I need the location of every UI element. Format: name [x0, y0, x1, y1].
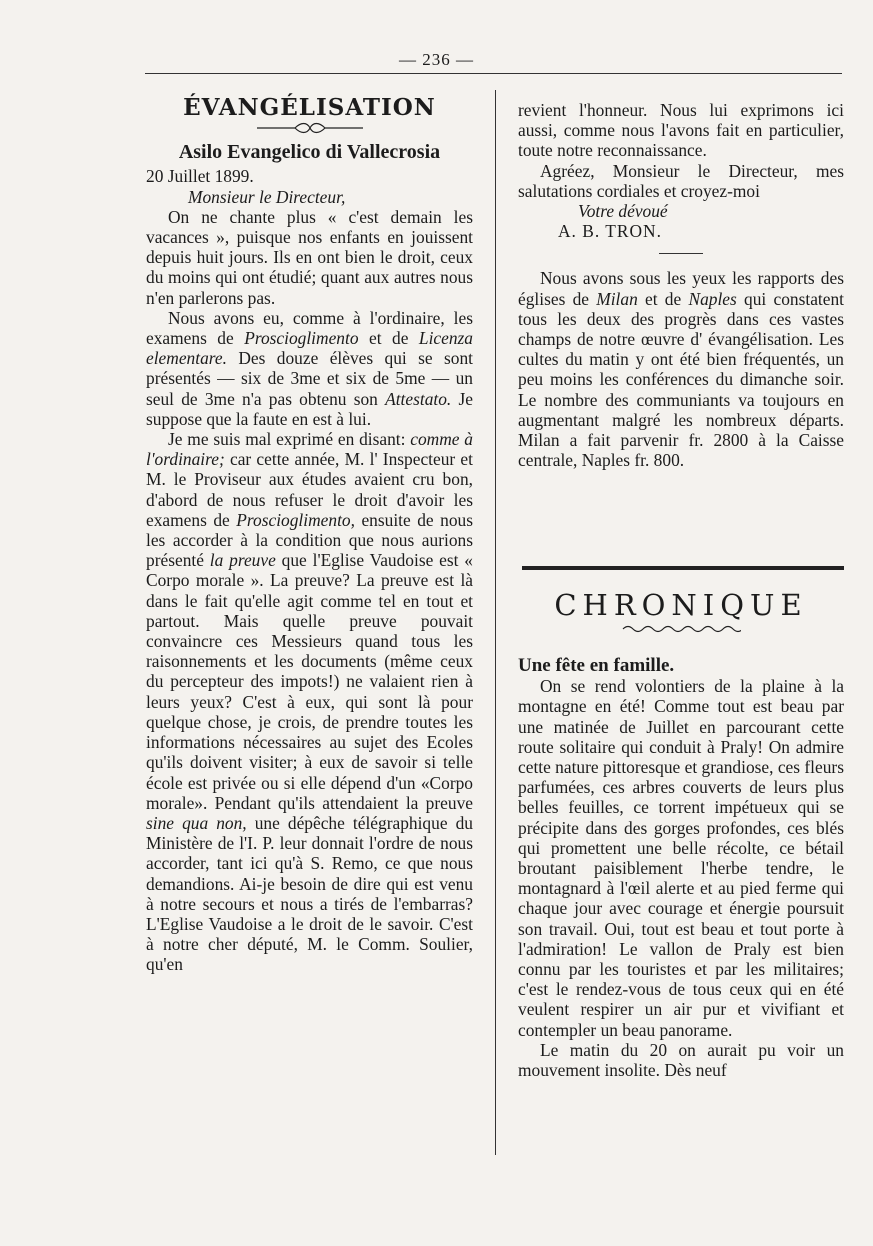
chronique-ornament	[621, 624, 741, 634]
chronique-subhead: Une fête en famille.	[518, 655, 675, 676]
article-subhead: Asilo Evangelico di Vallecrosia	[178, 141, 441, 164]
page-number: — 236 —	[399, 50, 474, 69]
header-rule	[145, 73, 842, 74]
signature-line-2: A. B. TRON.	[558, 221, 662, 242]
paragraph-1: On ne chante plus « c'est demain les vacances », puisque nos enfants en jouissent depuis huit jours. Ils en ont bien le droit, ceux du moins qui ont étudié; quant aux autres nous n'en parlerons pas.	[146, 206, 473, 308]
chronique-title: CHRONIQUE	[554, 588, 808, 622]
section-title: ÉVANGÉLISATION	[183, 94, 436, 121]
chronique-body	[518, 656, 844, 1080]
paragraph-2: Nous avons eu, comme à l'ordinaire, les examens de Proscioglimento et de Licenza elementare. Des douze élèves qui se sont présentés — six de 3me et six de 5me — un seul de 3me n'a pas obtenu son Attestato. Je suppose que la faute en est à lui.	[146, 307, 474, 429]
letter-date: 20 Juillet 1899.	[146, 166, 254, 187]
separator-rule	[659, 253, 703, 254]
paragraph-continued: revient l'honneur. Nous lui exprimons ici aussi, comme nous l'avons fait en particulier, toute notre reconnaissance.	[518, 100, 844, 161]
right-column	[518, 100, 844, 470]
title-ornament	[255, 122, 365, 134]
chronique-header	[518, 588, 844, 634]
left-column	[146, 94, 474, 975]
paragraph-matin: Le matin du 20 on aurait pu voir un mouvement insolite. Dès neuf	[518, 1039, 844, 1081]
paragraph-3: Je me suis mal exprimé en disant: comme à l'ordinaire; car cette année, M. l' Inspecteur et M. le Proviseur aux études avaient cru bon, d'abord de nous refuser le droit d'avoir les examens de Proscioglimento, ensuite de nous les accorder à la condition que nous aurions présenté la preuve que l'Eglise Vaudoise est « Corpo morale ». La preuve? La preuve est là dans le fait qu'elle agit comme tel en tout et partout. Mais quelle preuve pouvait convaincre ces Messieurs quand tous les raisonnements et les documents (même ceux du percepteur des impots!) ne valaient rien à leurs yeux? C'est à eux, qui sont là pour quelque chose, je crois, de prendre toutes les informations nécessaires au sujet des Ecoles qu'ils doivent visiter; à eux de savoir si telle école est privée ou si elle dépend d'un «Corpo morale». Pendant qu'ils attendaient la preuve sine qua non, une dépêche télégraphique du Ministère de l'I. P. leur donnait l'ordre de nous accorder, tant ici qu'à S. Remo, ce que nous demandions. Ai-je besoin de dire qui est venu à notre secours et nous a tirés de l'embarras? L'Eglise Vaudoise a le droit de le savoir. C'est à notre cher député, M. le Comm. Soulier, qu'en	[146, 429, 474, 975]
paragraph-fete: On se rend volontiers de la plaine à la montagne en été! Comme tout est beau par une matinée de Juillet en parcourant cette route solitaire qui conduit à Praly! On admire cette nature pittoresque et grandiose, ces fleurs parfumées, ces arbres couverts de leurs plus belles feuilles, ce torrent impétueux qui se précipite dans des gorges profondes, ces blés qui promettent une belle récolte, ce bétail broutant paisiblement l'herbe tendre, le montagnard à l'œil alerte et au pied ferme qui chaque jour avec courage et énergie poursuit son travail. Oui, tout est beau et tout porte à l'admiration! Le vallon de Praly est bien connu par les touristes et par les militaires; c'est le rendez-vous de tous ceux qui en été veulent respirer un air pur et vivifiant et contempler un beau panorame.	[518, 676, 844, 1040]
column-divider	[495, 90, 496, 1155]
section-divider	[522, 566, 844, 570]
letter-salutation: Monsieur le Directeur,	[188, 186, 346, 207]
signature-line-1: Votre dévoué	[578, 201, 668, 222]
letter-closing: Agréez, Monsieur le Directeur, mes salutations cordiales et croyez-moi	[518, 160, 844, 201]
paragraph-churches: Nous avons sous les yeux les rapports des églises de Milan et de Naples qui constatent tous les deux des progrès dans ces vastes champs de notre œuvre d' évangélisation. Les cultes du matin y ont été bien fréquentés, un peu moins les conférences du dimanche soir. Le nombre des communiants va toujours en augmentant malgré les nombreux départs. Milan a fait parvenir fr. 2800 à la Caisse centrale, Naples fr. 800.	[518, 268, 844, 471]
